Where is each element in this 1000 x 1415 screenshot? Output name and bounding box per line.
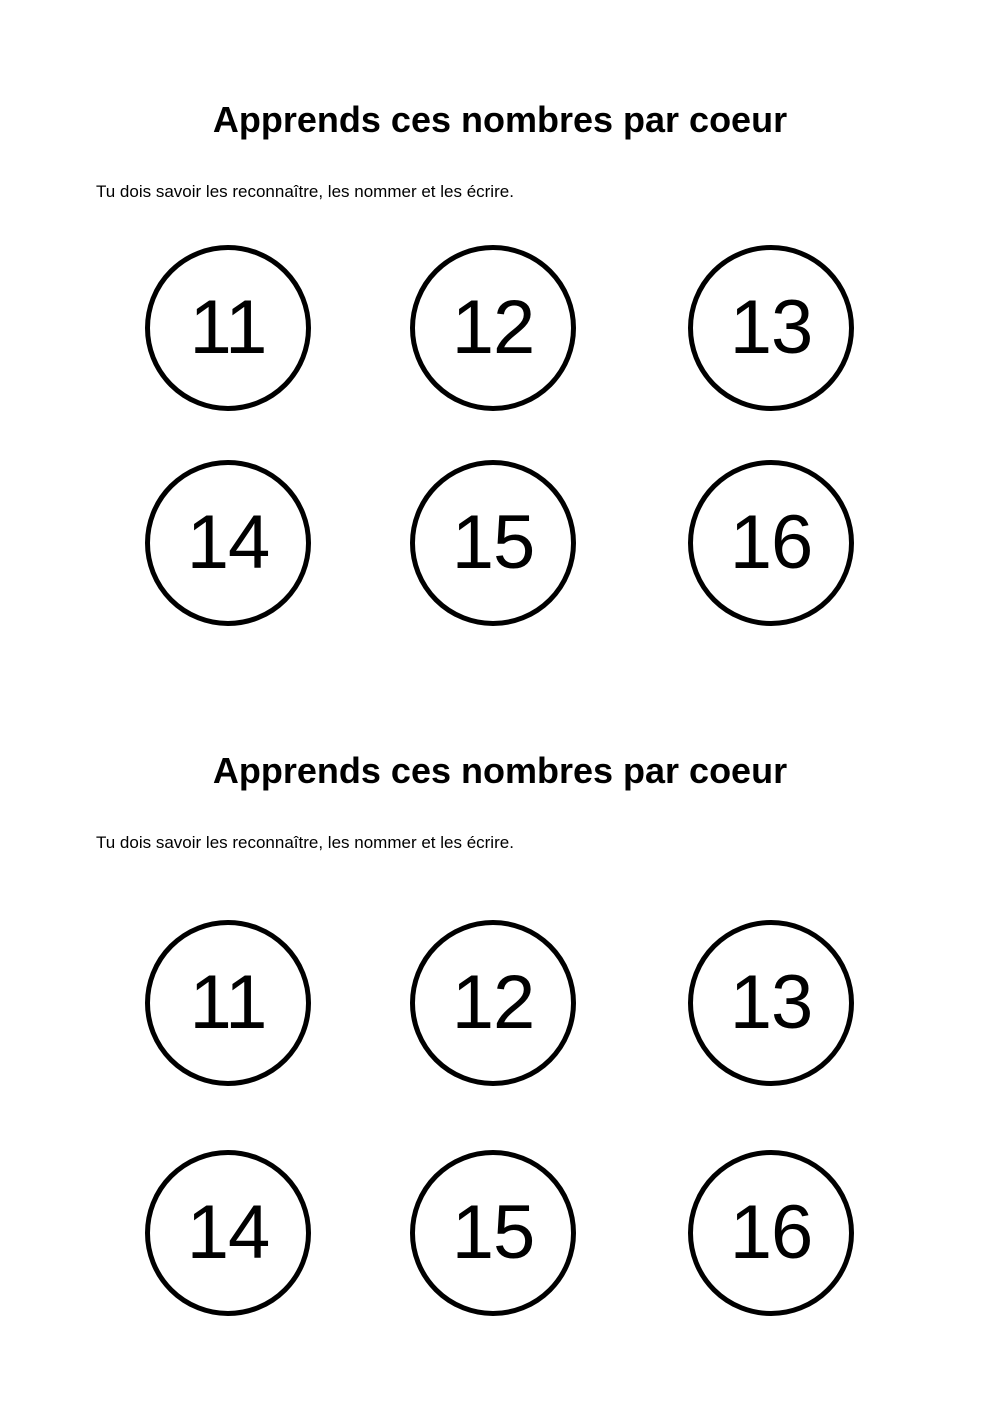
section-2-title: Apprends ces nombres par coeur <box>212 750 788 791</box>
number-label: 12 <box>451 285 535 370</box>
number-circle-13 <box>688 245 854 411</box>
number-circle-14 <box>145 460 311 626</box>
number-label: 15 <box>451 1190 535 1275</box>
number-circle-11 <box>145 245 311 411</box>
number-circle-12 <box>410 920 576 1086</box>
number-label: 14 <box>186 500 270 585</box>
number-circle-16 <box>688 460 854 626</box>
section-1-title: Apprends ces nombres par coeur <box>212 99 788 140</box>
number-label: 15 <box>451 500 535 585</box>
number-circle-12 <box>410 245 576 411</box>
number-label: 13 <box>729 285 813 370</box>
number-circle-14 <box>145 1150 311 1316</box>
number-label: 14 <box>186 1190 270 1275</box>
number-label: 12 <box>451 960 535 1045</box>
number-circle-15 <box>410 460 576 626</box>
number-label: 16 <box>729 1190 813 1275</box>
number-label: 11 <box>189 960 267 1045</box>
number-circle-13 <box>688 920 854 1086</box>
number-label: 16 <box>729 500 813 585</box>
section-1-instructions: Tu dois savoir les reconnaître, les nommer et les écrire. <box>96 182 514 201</box>
section-2-instructions: Tu dois savoir les reconnaître, les nommer et les écrire. <box>96 833 514 852</box>
number-label: 11 <box>189 285 267 370</box>
number-circle-15 <box>410 1150 576 1316</box>
number-label: 13 <box>729 960 813 1045</box>
number-circle-16 <box>688 1150 854 1316</box>
number-circle-11 <box>145 920 311 1086</box>
